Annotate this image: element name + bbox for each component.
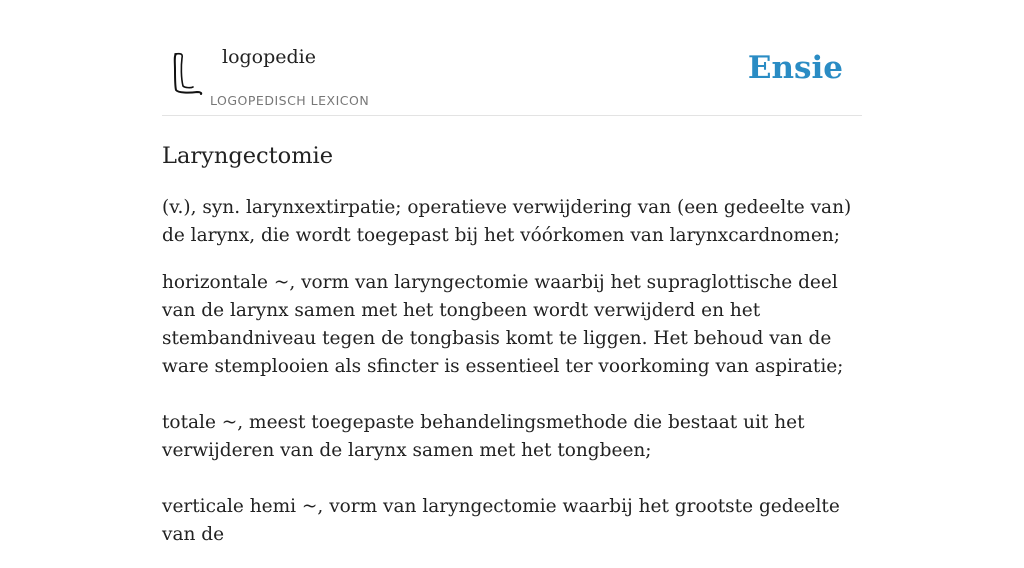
header <box>162 0 862 116</box>
site-subtitle: LOGOPEDISCH LEXICON <box>210 93 370 108</box>
definition-paragraph: horizontale ~, vorm van laryngectomie waarbij het supraglottische deel van de larynx samen met het tongbeen wordt verwijderd en het stembandniveau tegen de tongbasis komt te liggen. Het behoud van de ware stemplooien als sfincter is essentieel ter voorkoming van aspiratie; <box>162 272 844 377</box>
site-name[interactable]: logopedie <box>222 46 317 68</box>
definition-paragraph: (v.), syn. larynxextirpatie; operatieve verwijdering van (een gedeelte van) de larynx, die wordt toegepast bij het vóórkomen van larynxcardnomen; <box>162 197 852 246</box>
letter-l-logo-icon[interactable] <box>167 48 207 96</box>
definition-paragraph: verticale hemi ~, vorm van laryngectomie waarbij het grootste gedeelte van de <box>162 496 840 545</box>
brand-link[interactable]: Ensie <box>747 50 843 86</box>
definition-paragraph: totale ~, meest toegepaste behandelingsmethode die bestaat uit het verwijderen van de larynx samen met het tongbeen; <box>162 412 805 461</box>
entry-term: Laryngectomie <box>162 143 334 169</box>
page <box>162 0 862 568</box>
entry-definition <box>162 194 862 549</box>
